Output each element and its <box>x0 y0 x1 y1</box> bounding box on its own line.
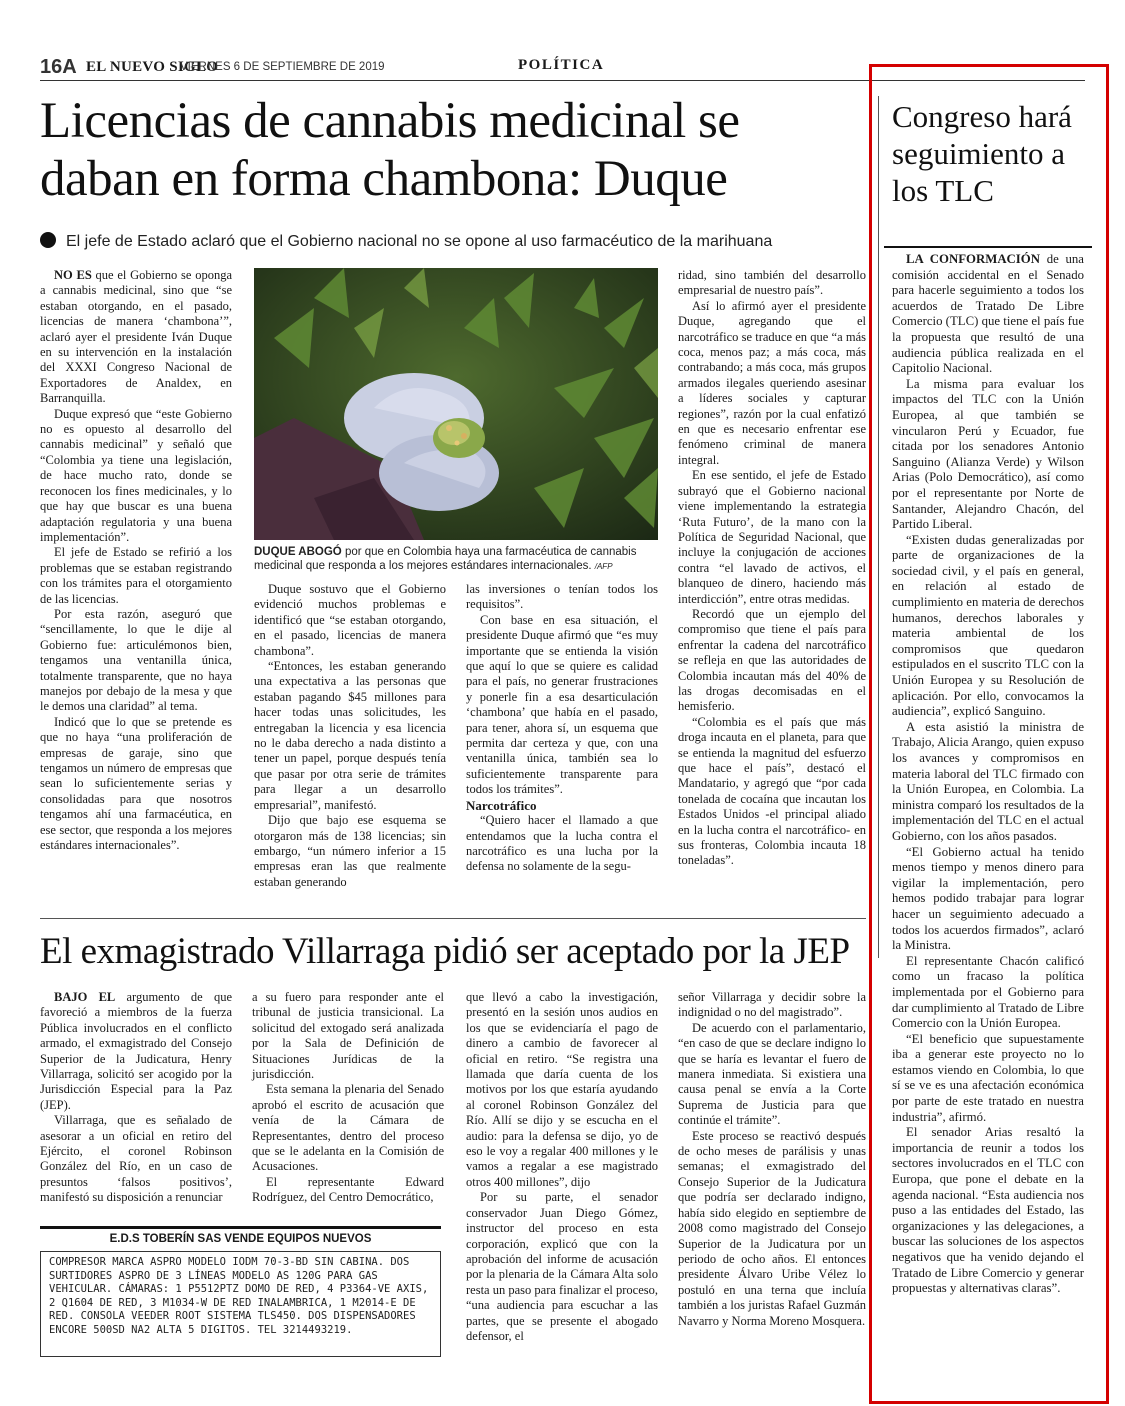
article-column-2 <box>254 582 446 890</box>
article-column-1 <box>40 268 232 853</box>
cannabis-photo <box>254 268 658 540</box>
article-deck <box>40 232 870 251</box>
article-headline: El exmagistrado Villarraga pidió ser aceptado por la JEP <box>40 931 850 972</box>
paragraph: Duque expresó que “este Gobierno no es opuesto al desarrollo del cannabis medicinal” y señaló que “Colombia ya tiene una legislación, de hace mucho rato, donde se reconocen los fines medicinales, y lo que hay que buscar es una buena adaptación regulatoria y una buena implementación”. <box>40 406 232 544</box>
paragraph: “Colombia es el país que más droga incauta en el planeta, para que se entienda la magnitud del esfuerzo que hace el país”, destacó el Mandatario, y agregó que “por cada tonelada de cocaína que incautan los Estados Unidos -el principal aliado en la lucha contra el narcotráfico- en sus fronteras, Colombia incauta 18 toneladas”. <box>678 714 866 868</box>
article-column-4 <box>678 990 866 1329</box>
ad-body: COMPRESOR MARCA ASPRO MODELO IODM 70-3-BD SIN CABINA. DOS SURTIDORES ASPRO DE 3 LÍNEAS MODELO AS 120G PARA GAS VEHICULAR. CÁMARAS: 1 P5512PTZ DOMO DE RED, 4 P3364-VE AXIS, 2 Q1604 DE RED, 3 M1034-W DE RED INALAMBRICA, 1 M2014-E DE RED. CONSOLA VEEDER ROOT SISTEMA TLS450. DOS DISPENSADORES ENCORE 500SD NA2 ALTA 5 DIGITOS. TEL 3214493219. <box>40 1251 441 1357</box>
sidebar-headline: Congreso hará seguimiento a los TLC <box>892 99 1072 208</box>
article-column-3 <box>466 990 658 1344</box>
paragraph: “Existen dudas generalizadas por parte de organizaciones de la sociedad civil, y el país en general, en relación al estado de cumplimiento en materia de derechos humanos, derechos laborales y materia ambiental de los compromisos que quedaron estipulados en el suscrito TLC con la Unión Europea y su Resolución de aplicación. Por ello, convocamos la audiencia”, explicó Sanguino. <box>892 532 1084 719</box>
caption-lead: DUQUE ABOGÓ <box>254 546 342 558</box>
paragraph: “El beneficio que supuestamente iba a generar este proyecto no lo estamos viendo en Colombia, lo que sí se ve es una afectación económica por parte de este tratado en nuestra industria”, afirmó. <box>892 1031 1084 1124</box>
paragraph: Indicó que lo que se pretende es que no haya “una proliferación de empresas de garaje, sino que tengamos un número de empresas que sean lo suficientemente serias y consolidadas para que nosotros tengamos ahí una farmacéutica, en ese sector, que responda a los mejores estándares internacionales”. <box>40 714 232 853</box>
paragraph: Duque sostuvo que el Gobierno evidenció muchos problemas e identificó que “se estaban otorgando, en el pasado, licencias de manera chambona”. <box>254 582 446 658</box>
paragraph: De acuerdo con el parlamentario, “en caso de que se declare indigno lo que se haría es levantar el fuero de manera inmediata. Si existiera una causa penal se envía a la Corte Suprema de Justicia para que continúe el trámite”. <box>678 1020 866 1128</box>
paragraph: a su fuero para responder ante el tribunal de justicia transicional. La solicitud del extogado será analizada por la Sala de Definición de Situaciones Jurídicas de la jurisdicción. <box>252 990 444 1082</box>
paragraph: A esta asistió la ministra de Trabajo, Alicia Arango, quien expuso los avances y compromisos en materia laboral del TLC firmado con la Unión Europea, en Colombia. La ministra comparó los resultados de la implementación del TLC en el actual Gobierno, con los años pasados. <box>892 719 1084 843</box>
subhead: Narcotráfico <box>466 797 537 813</box>
bullet-icon <box>40 232 56 248</box>
paragraph: Esta semana la plenaria del Senado aprobó el escrito de acusación que venía de la Cámara de Representantes, dentro del proceso que se le adelanta en la Comisión de Acusaciones. <box>252 1082 444 1174</box>
paragraph: “Quiero hacer el llamado a que entendamos que la lucha contra el narcotráfico es una lucha por la defensa no solamente de la segu- <box>466 813 658 874</box>
paragraph: Así lo afirmó ayer el presidente Duque, agregando que el narcotráfico se traduce en que “a más coca, menos paz; a más coca, más contrabando; a más coca, más grupos armados ilegales queriendo asesinar a líderes sociales y capturar regiones”, razón por la cual enfatizó en que es necesario enfrentar ese fenómeno criminal de manera integral. <box>678 298 866 467</box>
lead-in: LA CONFORMACIÓN <box>906 252 1040 266</box>
paragraph: Por su parte, el senador conservador Juan Diego Gómez, instructor del proceso en esta corporación, explicó que con la aprobación del informe de acusación por la plenaria de la Cámara Alta solo resta un paso para finalizar el proceso, “una audiencia para escuchar a las partes, que se presente el abogado defensor, el <box>466 1190 658 1343</box>
lead-in: BAJO EL <box>54 990 116 1004</box>
paragraph: El representante Edward Rodríguez, del Centro Democrático, <box>252 1174 444 1205</box>
article-headline: Licencias de cannabis medicinal se daban en forma chambona: Duque <box>40 93 740 207</box>
paragraph: En ese sentido, el jefe de Estado subrayó que el Gobierno nacional viene implementando la estrategia ‘Ruta Futuro’, de la mano con la Política de Seguridad Nacional, que incluye la conjugación de acciones contra “el lavado de activos, el blanqueo de dinero, haciendo más interdicción”, entre otras medidas. <box>678 468 866 606</box>
paragraph: Villarraga, que es señalado de asesorar a un oficial en retiro del Ejército, el coronel Robinson González del Río, en un caso de presuntos ‘falsos positivos’, manifestó su disposición a renunciar <box>40 1113 232 1205</box>
article-column-4 <box>678 268 866 869</box>
paragraph: El senador Arias resaltó la importancia de reunir a todos los sectores involucrados en el TLC con Europa, que pone el debate en la agenda nacional. “Esta audiencia nos puso a las entidades del Estado, las organizaciones y las delegaciones, a buscar las soluciones de los aspectos negativos que ha venido dejando el Tratado de Libre Comercio y generar propuestas y alternativas claras”. <box>892 1125 1084 1296</box>
lead-in: NO ES <box>54 268 92 282</box>
paragraph: El jefe de Estado se refirió a los problemas que se estaban registrando con los trámites para el otorgamiento de las licencias. <box>40 545 232 606</box>
sidebar-rule <box>878 96 879 958</box>
paragraph: de una comisión accidental en el Senado para hacerle seguimiento a todos los acuerdos de Tratado De Libre Comercio (TLC) que tiene el país fue la propuesta que resultó de una audiencia pública realizada en el Capitolio Nacional. <box>892 252 1084 376</box>
sidebar-headline-rule <box>884 246 1092 248</box>
paragraph: que el Gobierno se oponga a cannabis medicinal, sino que “se estaban otorgando, en el pasado, licencias de manera ‘chambona’”, aclaró ayer el presidente Iván Duque en su intervención en la instalación del XXXI Congreso Nacional de Exportadores de Analdex, en Barranquilla. <box>40 268 232 406</box>
article-column-3 <box>466 582 658 875</box>
paragraph: señor Villarraga y decidir sobre la indignidad o no del magistrado”. <box>678 990 866 1020</box>
article-divider <box>40 918 866 919</box>
paragraph: Este proceso se reactivó después de ocho meses de parálisis y unas semanas; el exmagistrado del Consejo Superior de la Judicatura que podría ser declarado indigno, había sido elegido en septiembre de 2008 como magistrado del Consejo Superior de la Judicatura por un periodo de ocho años. El entonces presidente Álvaro Uribe Vélez lo postuló en una terna que incluía también a los juristas Rafael Guzmán Navarro y Norma Moreno Mosquera. <box>678 1128 866 1328</box>
paragraph: Dijo que bajo ese esquema se otorgaron más de 138 licencias; sin embargo, “un número inferior a 15 empresas eran las que realmente estaban generando <box>254 813 446 889</box>
deck-text: El jefe de Estado aclaró que el Gobierno nacional no se opone al uso farmacéutico de la marihuana <box>66 233 773 250</box>
page-number: 16A <box>40 56 77 78</box>
article-column-2 <box>252 990 444 1206</box>
paragraph: ridad, sino también del desarrollo empresarial de nuestro país”. <box>678 268 866 298</box>
caption-text: por que en Colombia haya una farmacéutica de cannabis medicinal que responda a los mejores estándares internacionales. <box>254 546 637 572</box>
classified-ad <box>40 1226 441 1373</box>
article-column-1 <box>40 990 232 1206</box>
paragraph: “Entonces, les estaban generando una expectativa a las personas que estaban pagando $45 millones para hacer todas unas solicitudes, les entregaban la licencia y esa licencia no le daba derecho a nada distinto a tener un papel, porque después tenía que pasar por otra serie de trámites para llegar a un desarrollo empresarial”, manifestó. <box>254 659 446 812</box>
section-label: POLÍTICA <box>518 57 605 73</box>
paragraph: argumento de que favoreció a miembros de la fuerza Pública involucrados en el conflicto armado, el exmagistrado del Consejo Superior de la Judicatura, Henry Villarraga, solicitó ser acogido por la Jurisdicción Especial para la Paz (JEP). <box>40 990 233 1112</box>
dateline: VIERNES 6 DE SEPTIEMBRE DE 2019 <box>180 61 385 73</box>
sidebar-article <box>892 252 1084 1297</box>
paragraph: Recordó que un ejemplo del compromiso que tiene el país para enfrentar la cadena del narcotráfico se refleja en que las autoridades de Colombia incautan más del 40% de las drogas decomisadas en el hemisferio. <box>678 606 866 714</box>
ad-title: E.D.S TOBERÍN SAS VENDE EQUIPOS NUEVOS <box>109 1233 372 1245</box>
paragraph: Por esta razón, aseguró que “sencillamente, lo que le dije al Gobierno fue: articulémonos bien, tengamos una ventanilla única, totalmente transparente, que no haya manejos por debajo de la mesa y que le demos una claridad” al tema. <box>40 606 232 714</box>
newspaper-brand: EL NUEVO SIGLO <box>86 59 219 75</box>
paragraph: Con base en esa situación, el presidente Duque afirmó que “es muy importante que se entienda la visión que aquí lo que se quiere es calidad para el país, no generar frustraciones y ponerle fin a esa desarticulación ‘chambona’ que había en el pasado, para tener, ahora sí, un esquema que permita dar certeza y que, con una ventanilla única, también sea lo suficientemente transparente para todos los trámites”. <box>466 612 658 797</box>
paragraph: las inversiones o tenían todos los requisitos”. <box>466 582 658 612</box>
paragraph: La misma para evaluar los impactos del TLC con la Unión Europea, al que también se vincularon Perú y Ecuador, fue citada por los senadores Antonio Sanguino (Alianza Verde) y Wilson Arias (Polo Democrático), así como por el representante por Norte de Santander, Alejandro Chacón, del Partido Liberal. <box>892 376 1084 532</box>
paragraph: El representante Chacón calificó como un fracaso la política implementada por el Gobierno para dar cumplimiento al Tratado de Libre Comercio con la Unión Europea. <box>892 953 1084 1031</box>
photo-credit: /AFP <box>594 562 613 571</box>
photo-caption <box>254 545 658 574</box>
photo-illustration <box>254 268 658 540</box>
paragraph: que llevó a cabo la investigación, presentó en la sesión unos audios en los que se evidenciaría el pago de dinero a cambio de favorecer al oficial en retiro. “Se registra una llamada que daría cuenta de los motivos por los que estaría ayudando al coronel Robinson González del Río. Allí se dijo y se escucha en el audio: para la defensa se dijo, yo de eso le voy a regalar 400 millones y le vamos a regalar a ese magistrado otros 400 millones”, dijo <box>466 990 658 1189</box>
paragraph: “El Gobierno actual ha tenido menos tiempo y menos dinero para vigilar la implementación, pero hemos podido trabajar para lograr hacer un seguimiento adecuado a todos los acuerdos firmados”, aclaró la Ministra. <box>892 844 1084 953</box>
